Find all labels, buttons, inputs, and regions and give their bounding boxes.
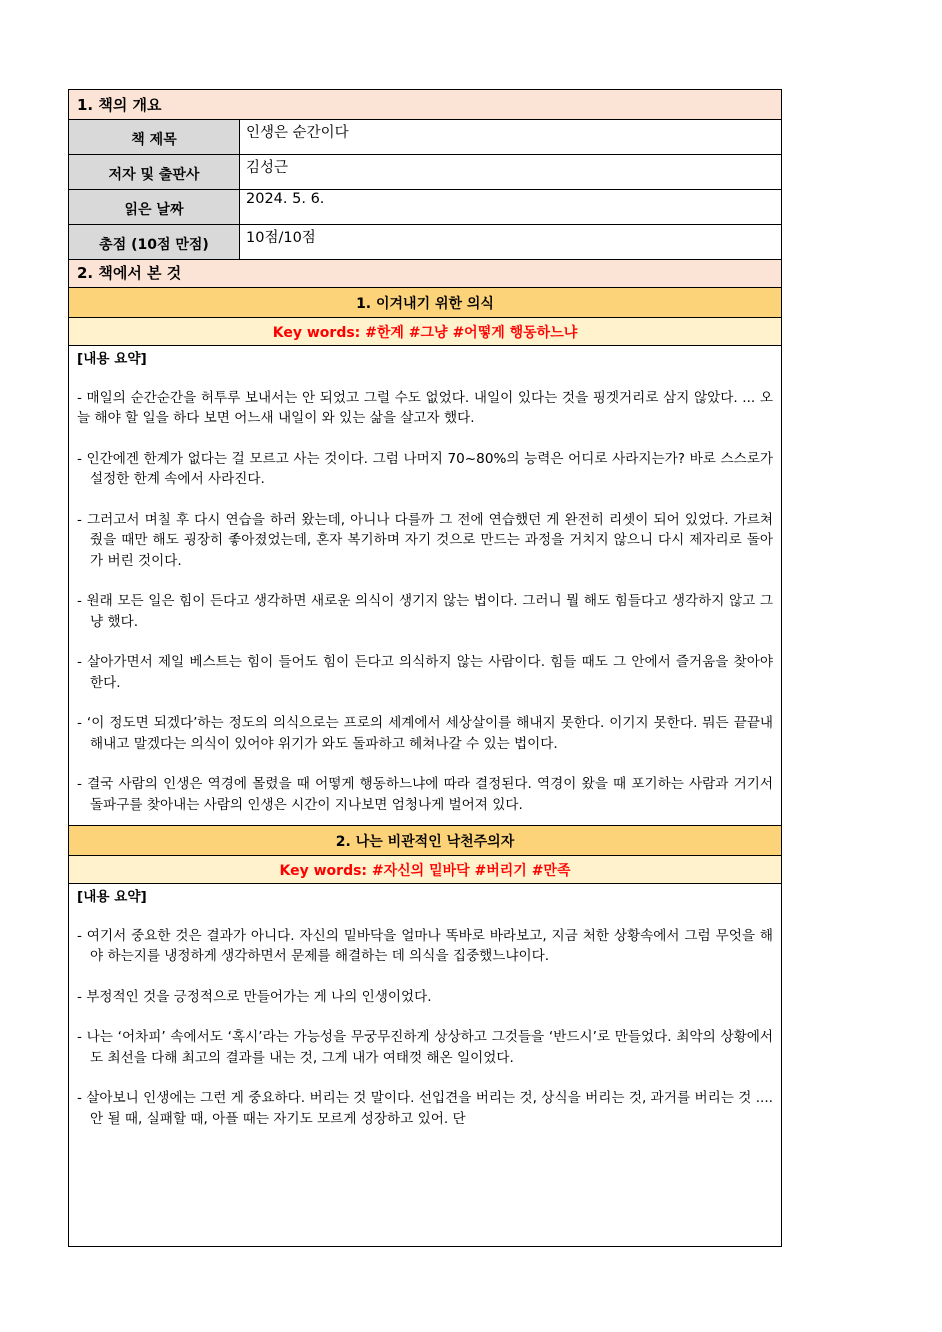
table-row [69, 120, 782, 155]
summary-label: [내용 요약] [77, 889, 147, 905]
score-value: 10점/10점 [240, 225, 782, 260]
section-content-header: 2. 책에서 본 것 [69, 260, 782, 288]
book-report-document [68, 89, 781, 1247]
book-title-value: 인생은 순간이다 [240, 120, 782, 155]
summary-paragraph: - ‘이 정도면 되겠다’하는 정도의 의식으로는 프로의 세계에서 세상살이를 해내지 못한다. 이기지 못한다. 뭐든 끝끝내 해내고 말겠다는 의식이 있어야 위기가 와도 돌파하고 헤쳐나갈 수 있는 법이다. [77, 715, 774, 752]
summary-paragraph: - 살아보니 인생에는 그런 게 중요하다. 버리는 것 말이다. 선입견을 버리는 것, 상식을 버리는 것, 과거를 버리는 것 .... 안 될 때, 실패할 때, 아플 때는 자기도 모르게 성장하고 있어. 단 [77, 1090, 774, 1127]
summary-paragraph: - 결국 사람의 인생은 역경에 몰렸을 때 어떻게 행동하느냐에 따라 결정된다. 역경이 왔을 때 포기하는 사람과 거기서 돌파구를 찾아내는 사람의 인생은 시간이 지나보면 엄청나게 벌어져 있다. [77, 776, 774, 813]
summary-paragraph: - 부정적인 것을 긍정적으로 만들어가는 게 나의 인생이었다. [77, 988, 432, 1005]
read-date-label: 읽은 날짜 [69, 190, 240, 225]
book-title-label: 책 제목 [69, 120, 240, 155]
summary-paragraph: - 원래 모든 일은 힘이 든다고 생각하면 새로운 의식이 생기지 않는 법이다. 그러니 뭘 해도 힘들다고 생각하지 않고 그냥 했다. [77, 593, 774, 630]
chapter-2-content [69, 884, 782, 1247]
chapter-1-keywords: Key words: #한계 #그냥 #어떻게 행동하느냐 [69, 318, 782, 346]
chapter-2-keywords: Key words: #자신의 밑바닥 #버리기 #만족 [69, 856, 782, 884]
summary-paragraph: - 나는 ‘어차피’ 속에서도 ‘혹시’라는 가능성을 무궁무진하게 상상하고 그것들을 ‘반드시’로 만들었다. 최악의 상황에서도 최선을 다해 최고의 결과를 내는 것, 그게 내가 여태껏 해온 일이었다. [77, 1029, 774, 1066]
summary-paragraph: - 살아가면서 제일 베스트는 힘이 들어도 힘이 든다고 의식하지 않는 사람이다. 힘들 때도 그 안에서 즐거움을 찾아야 한다. [77, 654, 774, 691]
read-date-value: 2024. 5. 6. [240, 190, 782, 225]
summary-label: [내용 요약] [77, 351, 147, 367]
book-report-table [68, 89, 782, 1247]
chapter-1-title: 1. 이겨내기 위한 의식 [69, 288, 782, 318]
author-label: 저자 및 출판사 [69, 155, 240, 190]
summary-paragraph: - 매일의 순간순간을 허투루 보내서는 안 되었고 그럴 수도 없었다. 내일이 있다는 것을 핑겟거리로 삼지 않았다. ... 오늘 해야 할 일을 하다 보면 어느새 내일이 와 있는 삶을 살고자 했다. [77, 389, 774, 426]
summary-paragraph: - 그러고서 며칠 후 다시 연습을 하러 왔는데, 아니나 다를까 그 전에 연습했던 게 완전히 리셋이 되어 있었다. 가르쳐 줬을 때만 해도 굉장히 좋아졌었는데, 혼자 복기하며 자기 것으로 만드는 과정을 거치지 않으니 다시 제자리로 돌아가 버린 것이다. [77, 511, 774, 569]
chapter-1-content [69, 346, 782, 826]
table-row [69, 155, 782, 190]
author-value: 김성근 [240, 155, 782, 190]
score-label: 총점 (10점 만점) [69, 225, 240, 260]
chapter-2-title: 2. 나는 비관적인 낙천주의자 [69, 826, 782, 856]
summary-paragraph: - 여기서 중요한 것은 결과가 아니다. 자신의 밑바닥을 얼마나 똑바로 바라보고, 지금 처한 상황속에서 그럼 무엇을 해야 하는지를 냉정하게 생각하면서 문제를 해결하는 데 의식을 집중했느냐이다. [77, 927, 774, 964]
section-overview-header: 1. 책의 개요 [69, 90, 782, 120]
table-row [69, 190, 782, 225]
table-row [69, 225, 782, 260]
summary-paragraph: - 인간에겐 한계가 없다는 걸 모르고 사는 것이다. 그럼 나머지 70~80%의 능력은 어디로 사라지는가? 바로 스스로가 설정한 한계 속에서 사라진다. [77, 450, 774, 487]
